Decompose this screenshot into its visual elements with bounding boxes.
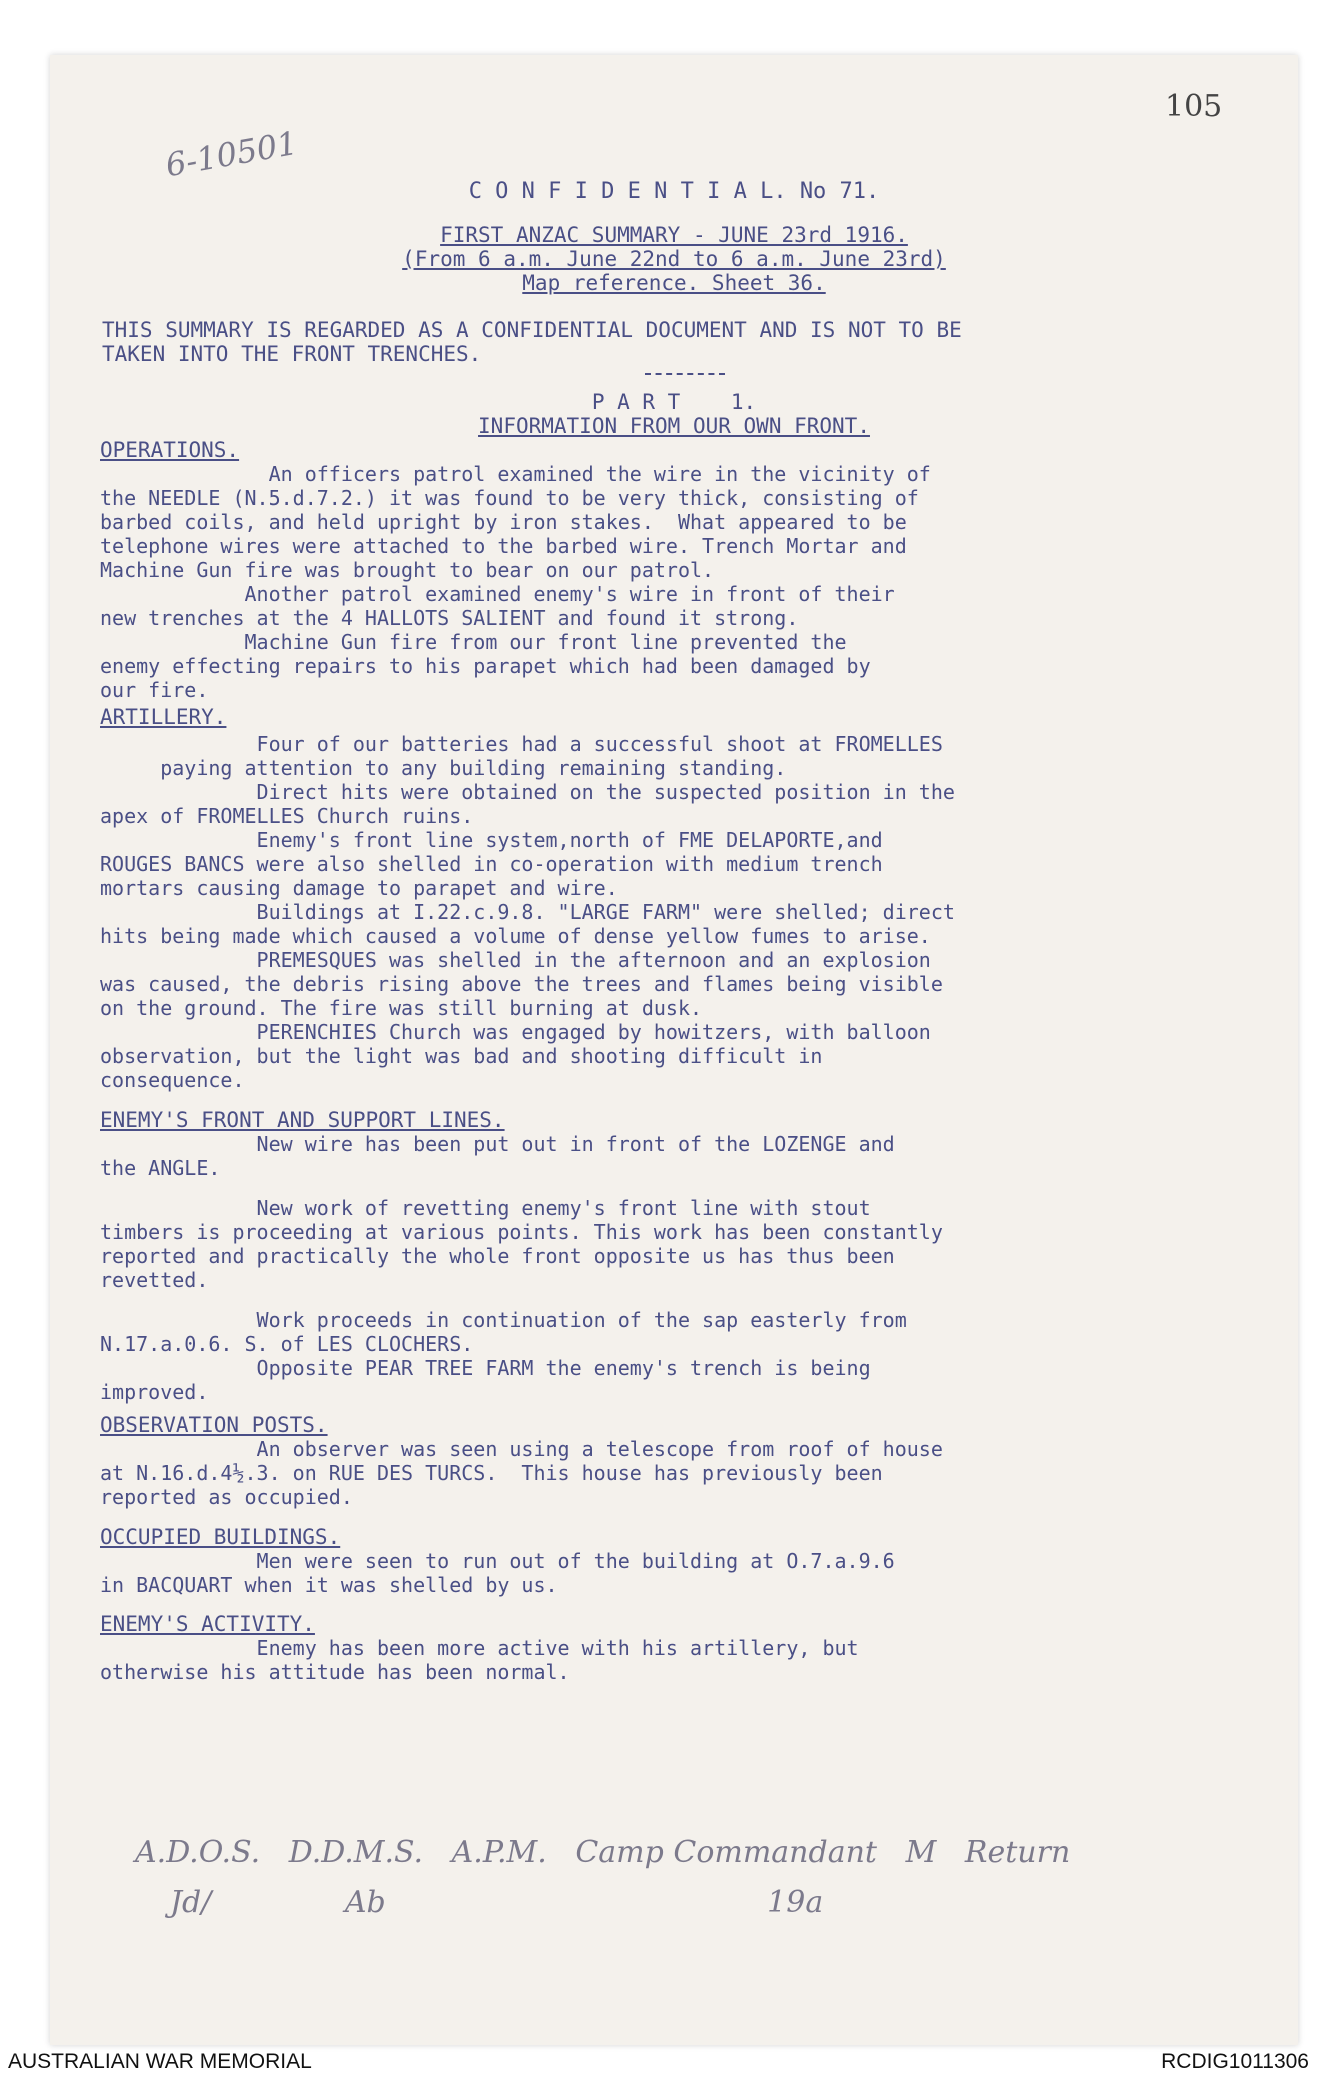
footer-institution: AUSTRALIAN WAR MEMORIAL bbox=[8, 2050, 312, 2073]
text-line: hits being made which caused a volume of dense yellow fumes to arise. bbox=[100, 924, 931, 948]
text-line: in BACQUART when it was shelled by us. bbox=[100, 1573, 558, 1597]
text-line: Four of our batteries had a successful shoot at FROMELLES bbox=[100, 732, 943, 756]
text-line: improved. bbox=[100, 1380, 209, 1404]
part-label: P A R T 1. bbox=[591, 390, 757, 414]
text-line: ROUGES BANCS were also shelled in co-operation with medium trench bbox=[100, 852, 883, 876]
text-line: consequence. bbox=[100, 1068, 245, 1092]
text-line: N.17.a.0.6. S. of LES CLOCHERS. bbox=[100, 1332, 474, 1356]
handwritten-distribution: A.D.O.S. D.D.M.S. A.P.M. Camp Commandant M Return bbox=[135, 1835, 1071, 1870]
text-line: timbers is proceeding at various points. This work has been constantly bbox=[100, 1220, 943, 1244]
text-line: was caused, the debris rising above the trees and flames being visible bbox=[100, 972, 943, 996]
text-line: New wire has been put out in front of the LOZENGE and bbox=[100, 1132, 895, 1156]
document-page bbox=[50, 55, 1298, 2045]
text-line: Work proceeds in continuation of the sap easterly from bbox=[100, 1308, 907, 1332]
text-line: Men were seen to run out of the building at O.7.a.9.6 bbox=[100, 1549, 895, 1573]
section-heading-activity: ENEMY'S ACTIVITY. bbox=[100, 1612, 315, 1636]
notice-line-1: THIS SUMMARY IS REGARDED AS A CONFIDENTIAL DOCUMENT AND IS NOT TO BE bbox=[102, 318, 962, 342]
text-line: the ANGLE. bbox=[100, 1156, 221, 1180]
text-line: PERENCHIES Church was engaged by howitzers, with balloon bbox=[100, 1020, 931, 1044]
text-line: Another patrol examined enemy's wire in front of their bbox=[100, 582, 895, 606]
text-line: Opposite PEAR TREE FARM the enemy's trench is being bbox=[100, 1356, 871, 1380]
section-heading-enemy-lines: ENEMY'S FRONT AND SUPPORT LINES. bbox=[100, 1108, 505, 1132]
page-number: 105 bbox=[1165, 89, 1223, 124]
summary-title: FIRST ANZAC SUMMARY - JUNE 23rd 1916. bbox=[440, 223, 908, 247]
text-line: paying attention to any building remaining standing. bbox=[100, 756, 787, 780]
text-line: revetted. bbox=[100, 1268, 209, 1292]
text-line: observation, but the light was bad and shooting difficult in bbox=[100, 1044, 823, 1068]
text-line: Machine Gun fire from our front line prevented the bbox=[100, 630, 847, 654]
text-line: the NEEDLE (N.5.d.7.2.) it was found to be very thick, consisting of bbox=[100, 486, 919, 510]
text-line: Machine Gun fire was brought to bear on our patrol. bbox=[100, 558, 715, 582]
text-line: apex of FROMELLES Church ruins. bbox=[100, 804, 474, 828]
text-line: Enemy has been more active with his artillery, but bbox=[100, 1636, 859, 1660]
section-heading-observation: OBSERVATION POSTS. bbox=[100, 1413, 328, 1437]
text-line: reported and practically the whole front opposite us has thus been bbox=[100, 1244, 895, 1268]
text-line: Buildings at I.22.c.9.8. "LARGE FARM" were shelled; direct bbox=[100, 900, 955, 924]
text-line: An observer was seen using a telescope from roof of house bbox=[100, 1437, 943, 1461]
handwritten-initials: Jd/ Ab 19a bbox=[170, 1885, 824, 1920]
confidential-title: C O N F I D E N T I A L. No 71. bbox=[468, 179, 880, 204]
text-line: reported as occupied. bbox=[100, 1485, 353, 1509]
divider bbox=[645, 373, 725, 375]
text-line: at N.16.d.4½.3. on RUE DES TURCS. This house has previously been bbox=[100, 1461, 883, 1485]
text-line: on the ground. The fire was still burning at dusk. bbox=[100, 996, 703, 1020]
part-title: INFORMATION FROM OUR OWN FRONT. bbox=[478, 414, 870, 438]
text-line: An officers patrol examined the wire in the vicinity of bbox=[100, 462, 931, 486]
period-line: (From 6 a.m. June 22nd to 6 a.m. June 23rd) bbox=[402, 247, 946, 271]
text-line: our fire. bbox=[100, 678, 209, 702]
text-line: new trenches at the 4 HALLOTS SALIENT and found it strong. bbox=[100, 606, 799, 630]
section-heading-buildings: OCCUPIED BUILDINGS. bbox=[100, 1525, 341, 1549]
section-heading-operations: OPERATIONS. bbox=[100, 438, 240, 462]
section-heading-artillery: ARTILLERY. bbox=[100, 705, 227, 729]
footer-record-id: RCDIG1011306 bbox=[1161, 2050, 1309, 2073]
text-line: Enemy's front line system,north of FME DELAPORTE,and bbox=[100, 828, 883, 852]
text-line: otherwise his attitude has been normal. bbox=[100, 1660, 570, 1684]
text-line: telephone wires were attached to the barbed wire. Trench Mortar and bbox=[100, 534, 907, 558]
text-line: enemy effecting repairs to his parapet which had been damaged by bbox=[100, 654, 871, 678]
text-line: mortars causing damage to parapet and wire. bbox=[100, 876, 618, 900]
text-line: Direct hits were obtained on the suspected position in the bbox=[100, 780, 955, 804]
notice-line-2: TAKEN INTO THE FRONT TRENCHES. bbox=[102, 342, 482, 366]
text-line: barbed coils, and held upright by iron stakes. What appeared to be bbox=[100, 510, 907, 534]
map-reference: Map reference. Sheet 36. bbox=[522, 271, 826, 295]
text-line: PREMESQUES was shelled in the afternoon and an explosion bbox=[100, 948, 931, 972]
file-reference-handwritten: 6-10501 bbox=[162, 123, 301, 185]
text-line: New work of revetting enemy's front line with stout bbox=[100, 1196, 871, 1220]
